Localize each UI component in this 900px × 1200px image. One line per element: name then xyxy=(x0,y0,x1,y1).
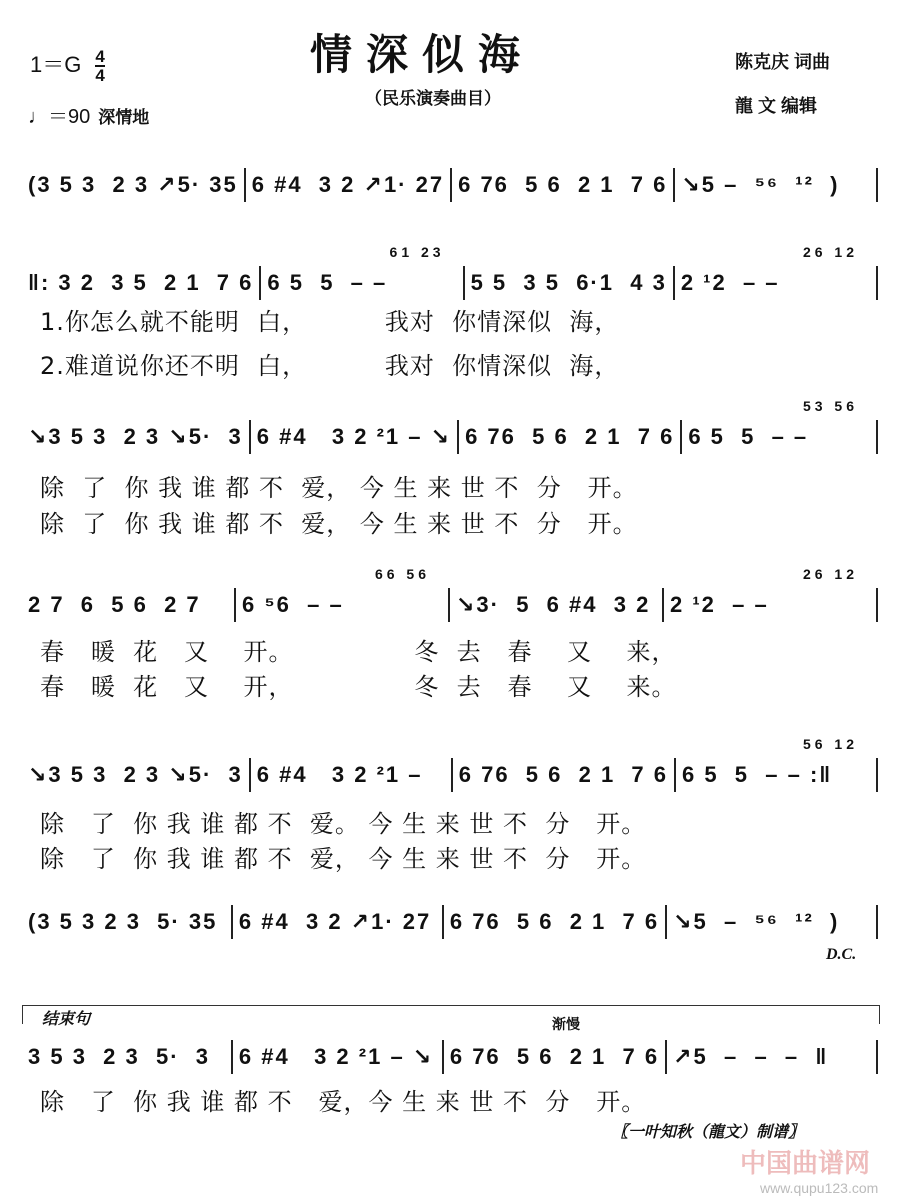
measure: ↘3· 5 6 #4 3 2 xyxy=(450,588,664,622)
measure: 5 5 3 5 6·1 4 3 xyxy=(465,266,675,300)
measure-notes: 2 ¹2 – – xyxy=(680,270,780,295)
song-title: 情深似海 xyxy=(310,30,535,79)
staff-row-1 xyxy=(22,168,878,202)
measure: ↘5 – ⁵⁶ ¹² ) xyxy=(667,905,878,939)
measure xyxy=(675,244,878,300)
lyric-line: 除 了 你 我 谁 都 不 爱，今 生 来 世 不 分 开。 xyxy=(40,1088,647,1116)
transcriber-credit: 〖一叶知秋（龍文）制谱〗 xyxy=(612,1124,805,1141)
measure xyxy=(676,736,878,792)
expression-text: 深情地 xyxy=(98,108,150,127)
staff-row-6 xyxy=(22,905,878,939)
measure: 6 #4 3 2 ²1 – ↘ xyxy=(233,1040,444,1074)
grace-notes: 53 56 xyxy=(802,398,858,414)
grace-notes: 61 23 xyxy=(389,244,445,260)
key-signature xyxy=(30,48,105,84)
measure: 6 #4 3 2 ²1 – ↘ xyxy=(251,420,459,454)
staff-row-7 xyxy=(22,1040,878,1074)
measure: 6 #4 3 2 ²1 – xyxy=(251,758,453,792)
measure: ‖: 3 2 3 5 2 1 7 6 xyxy=(22,266,261,300)
measure: 6 76 5 6 2 1 7 6 xyxy=(444,905,667,939)
ending-bracket xyxy=(22,1005,880,1024)
measure: 3 5 3 2 3 5· 3 xyxy=(22,1040,233,1074)
lyric-line: 1.你怎么就不能明 白， 我对 你情深似 海， xyxy=(40,308,620,336)
measure-notes: 6 5 5 – – xyxy=(267,270,388,295)
lyric-line: 春 暖 花 又 开。 冬 去 春 又 来， xyxy=(40,638,677,666)
grace-notes: 66 56 xyxy=(374,566,430,582)
lyric-line: 春 暖 花 又 开， 冬 去 春 又 来。 xyxy=(40,673,677,701)
lyric-line: 除 了 你 我 谁 都 不 爱。 今 生 来 世 不 分 开。 xyxy=(40,810,647,838)
watermark-logo: 中国曲谱网 xyxy=(740,1148,871,1178)
time-top: 4 xyxy=(95,47,105,67)
time-signature xyxy=(95,48,104,84)
ending-label: 结束句 xyxy=(42,1011,91,1028)
measure xyxy=(664,566,878,622)
ritardando-mark: 渐慢 xyxy=(552,1016,580,1032)
key-text: 1＝G xyxy=(30,52,82,77)
measure: ↘5 – ⁵⁶ ¹² ) xyxy=(675,168,878,202)
measure-notes: 6 ⁵6 – – xyxy=(242,592,344,617)
composer-credit: 陈克庆 词曲 xyxy=(735,52,831,72)
measure-notes: 6 5 5 – – xyxy=(688,424,809,449)
time-bottom: 4 xyxy=(95,66,105,86)
staff-row-3 xyxy=(22,398,878,454)
measure-notes: 2 ¹2 – – xyxy=(670,592,769,617)
lyric-line: 除 了 你 我 谁 都 不 爱， 今 生 来 世 不 分 开。 xyxy=(40,510,638,538)
measure: 6 76 5 6 2 1 7 6 xyxy=(444,1040,667,1074)
measure xyxy=(236,566,450,622)
measure: (3 5 3 2 3 ↗5· 35 xyxy=(22,168,246,202)
measure-notes: 6 5 5 – – :‖ xyxy=(682,762,833,787)
grace-notes: 26 12 xyxy=(802,244,858,260)
measure: 6 #4 3 2 ↗1· 27 xyxy=(233,905,444,939)
tempo-text: ♩＝90 xyxy=(28,106,91,128)
song-subtitle: （民乐演奏曲目） xyxy=(365,89,501,108)
lyric-line: 2.难道说你还不明 白， 我对 你情深似 海， xyxy=(40,352,620,380)
grace-notes: 26 12 xyxy=(802,566,858,582)
measure: 6 76 5 6 2 1 7 6 xyxy=(452,168,675,202)
measure: 6 76 5 6 2 1 7 6 xyxy=(453,758,676,792)
grace-notes: 56 12 xyxy=(802,736,858,752)
da-capo-mark: D.C. xyxy=(826,946,857,963)
measure: ↗5 – – – ‖ xyxy=(667,1040,878,1074)
measure xyxy=(261,244,464,300)
measure: 2 7 6 5 6 2 7 xyxy=(22,588,236,622)
staff-row-4 xyxy=(22,566,878,622)
measure: (3 5 3 2 3 5· 35 xyxy=(22,905,233,939)
lyric-line: 除 了 你 我 谁 都 不 爱， 今 生 来 世 不 分 开。 xyxy=(40,845,647,873)
tempo-marking xyxy=(28,100,149,129)
measure xyxy=(682,398,878,454)
measure: ↘3 5 3 2 3 ↘5· 3 xyxy=(22,420,251,454)
measure: 6 #4 3 2 ↗1· 27 xyxy=(246,168,452,202)
measure: ↘3 5 3 2 3 ↘5· 3 xyxy=(22,758,251,792)
editor-credit: 龍 文 编辑 xyxy=(735,96,818,116)
staff-row-5 xyxy=(22,736,878,792)
staff-row-2 xyxy=(22,244,878,300)
lyric-line: 除 了 你 我 谁 都 不 爱， 今 生 来 世 不 分 开。 xyxy=(40,474,638,502)
measure: 6 76 5 6 2 1 7 6 xyxy=(459,420,682,454)
watermark-url: www.qupu123.com xyxy=(760,1180,879,1196)
